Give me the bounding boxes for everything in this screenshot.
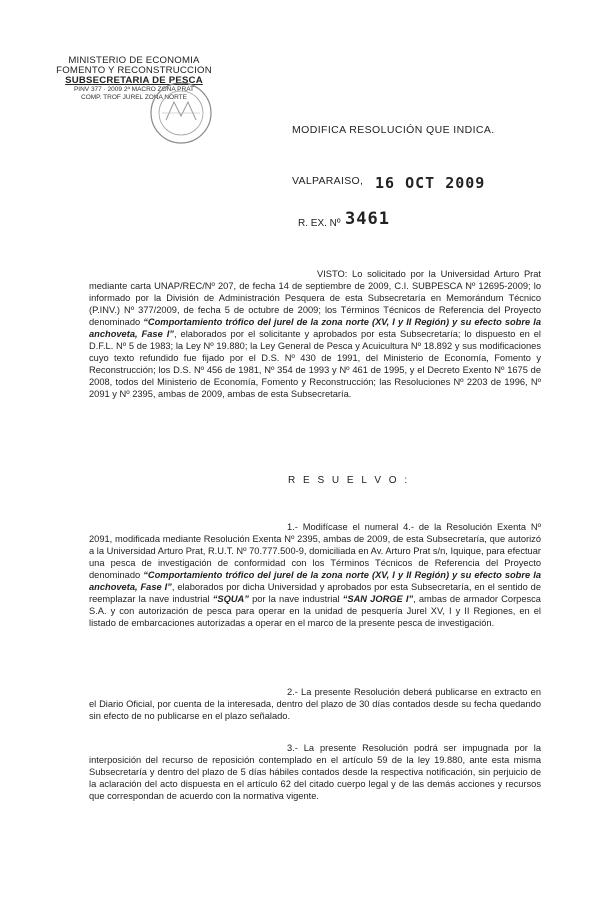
ministry-name: MINISTERIO DE ECONOMIA — [68, 55, 200, 66]
resuelvo-heading: R E S U E L V O : — [288, 475, 410, 486]
article-1-text-a: 1.- Modifícase el numeral 4.- de la Resolución Exenta Nº 2091, modificada mediante Resolución Exenta Nº 2395, ambas de 2009, de esta Subsecretaría, que autorizó a la Universidad Arturo Prat, R.U.T. Nº 70.777.500-9, domiciliada en Av. Arturo Prat s/n, Iquique, para efectuar una pesca de investigación de conformidad con los Términos Técnicos de Referencia del Proyecto denominado — [89, 522, 541, 580]
vessel-old-name: “SQUA” — [212, 594, 249, 604]
visto-text-a: VISTO: Lo solicitado por la Universidad Arturo Prat mediante carta UNAP/REC/Nº 207, de fecha 14 de septiembre de 2009, C.I. SUBPESCA Nº 12695-2009; lo informado por la División de Administración Pesquera de esta Subsecretaría en Memorándum Técnico (P.INV.) Nº 377/2009, de fecha 5 de octubre de 2009; los Términos Técnicos de Referencia del Proyecto denominado — [89, 269, 541, 327]
reference-line-2: COMP. TROF JUREL ZONA NORTE — [81, 94, 187, 101]
article-2 — [89, 686, 541, 722]
official-seal-stamp — [148, 80, 214, 146]
article-3 — [89, 742, 541, 802]
reference-line-1: PINV 377 · 2009 2ª MACRO ZONA PRAT — [73, 86, 195, 93]
visto-paragraph — [89, 268, 541, 400]
article-1-text-g: , ambas de armador Corpesca S.A. y con autorización de pesca para operar en la unidad de pesquería Jurel XV, I y II Regiones, en el listado de embarcaciones autorizadas a operar en el marco de la presente pesca de investigación. — [89, 594, 541, 628]
article-1-text-e: por la nave industrial — [248, 594, 343, 604]
ministry-subname: FOMENTO Y RECONSTRUCCION — [56, 65, 212, 76]
article-3-text: 3.- La presente Resolución podrá ser impugnada por la interposición del recurso de reposición contemplado en el artículo 59 de la ley 19.880, ante esta misma Subsecretaría y dentro del plazo de 5 días hábiles contados desde la respectiva notificación, sin perjuicio de la aclaración del acto dispuesta en el artículo 62 del citado cuerpo legal y de las demás acciones y recursos que correspondan de acuerdo con la normativa vigente. — [89, 743, 541, 801]
resolution-number: 3461 — [345, 209, 390, 229]
undersecretariat-name: SUBSECRETARIA DE PESCA — [65, 75, 203, 86]
resolution-label: R. EX. Nº — [298, 218, 341, 229]
article-1-project-title: “Comportamiento trófico del jurel de la zona norte (XV, I y II Región) y su efecto sobre la anchoveta, Fase I” — [89, 570, 541, 592]
article-1 — [89, 521, 541, 629]
date-stamp: 16 OCT 2009 — [375, 174, 486, 192]
place-label: VALPARAISO, — [292, 175, 364, 187]
vessel-new-name: “SAN JORGE I” — [342, 594, 414, 604]
visto-text-c: , elaborados por el solicitante y aprobados por esta Subsecretaría; lo dispuesto en el D.F.L. Nº 5 de 1983; la Ley Nº 19.880; la Ley General de Pesca y Acuicultura Nº 18.892 y sus modificaciones cuyo texto refundido fue fijado por el D.S. Nº 430 de 1991, del Ministerio de Economía, Fomento y Reconstrucción; los D.S. Nº 456 de 1981, Nº 354 de 1993 y Nº 461 de 1995, y el Decreto Exento Nº 1675 de 2008, todos del Ministerio de Economía, Fomento y Reconstrucción; las Resoluciones Nº 2203 de 1996, Nº 2091 y Nº 2395, ambas de 2009, ambas de esta Subsecretaría. — [89, 329, 542, 399]
project-title: “Comportamiento trófico del jurel de la zona norte (XV, I y II Región) y su efecto sobre la anchoveta, Fase I” — [89, 317, 541, 339]
article-2-text: 2.- La presente Resolución deberá publicarse en extracto en el Diario Oficial, por cuenta de la interesada, dentro del plazo de 30 días contados desde su fecha quedando sin efecto de no publicarse en el plazo señalado. — [89, 687, 541, 721]
article-1-text-c: , elaborados por dicha Universidad y aprobados por esta Subsecretaría, en el sentido de reemplazar la nave industrial — [89, 582, 542, 604]
document-subject: MODIFICA RESOLUCIÓN QUE INDICA. — [292, 124, 495, 136]
